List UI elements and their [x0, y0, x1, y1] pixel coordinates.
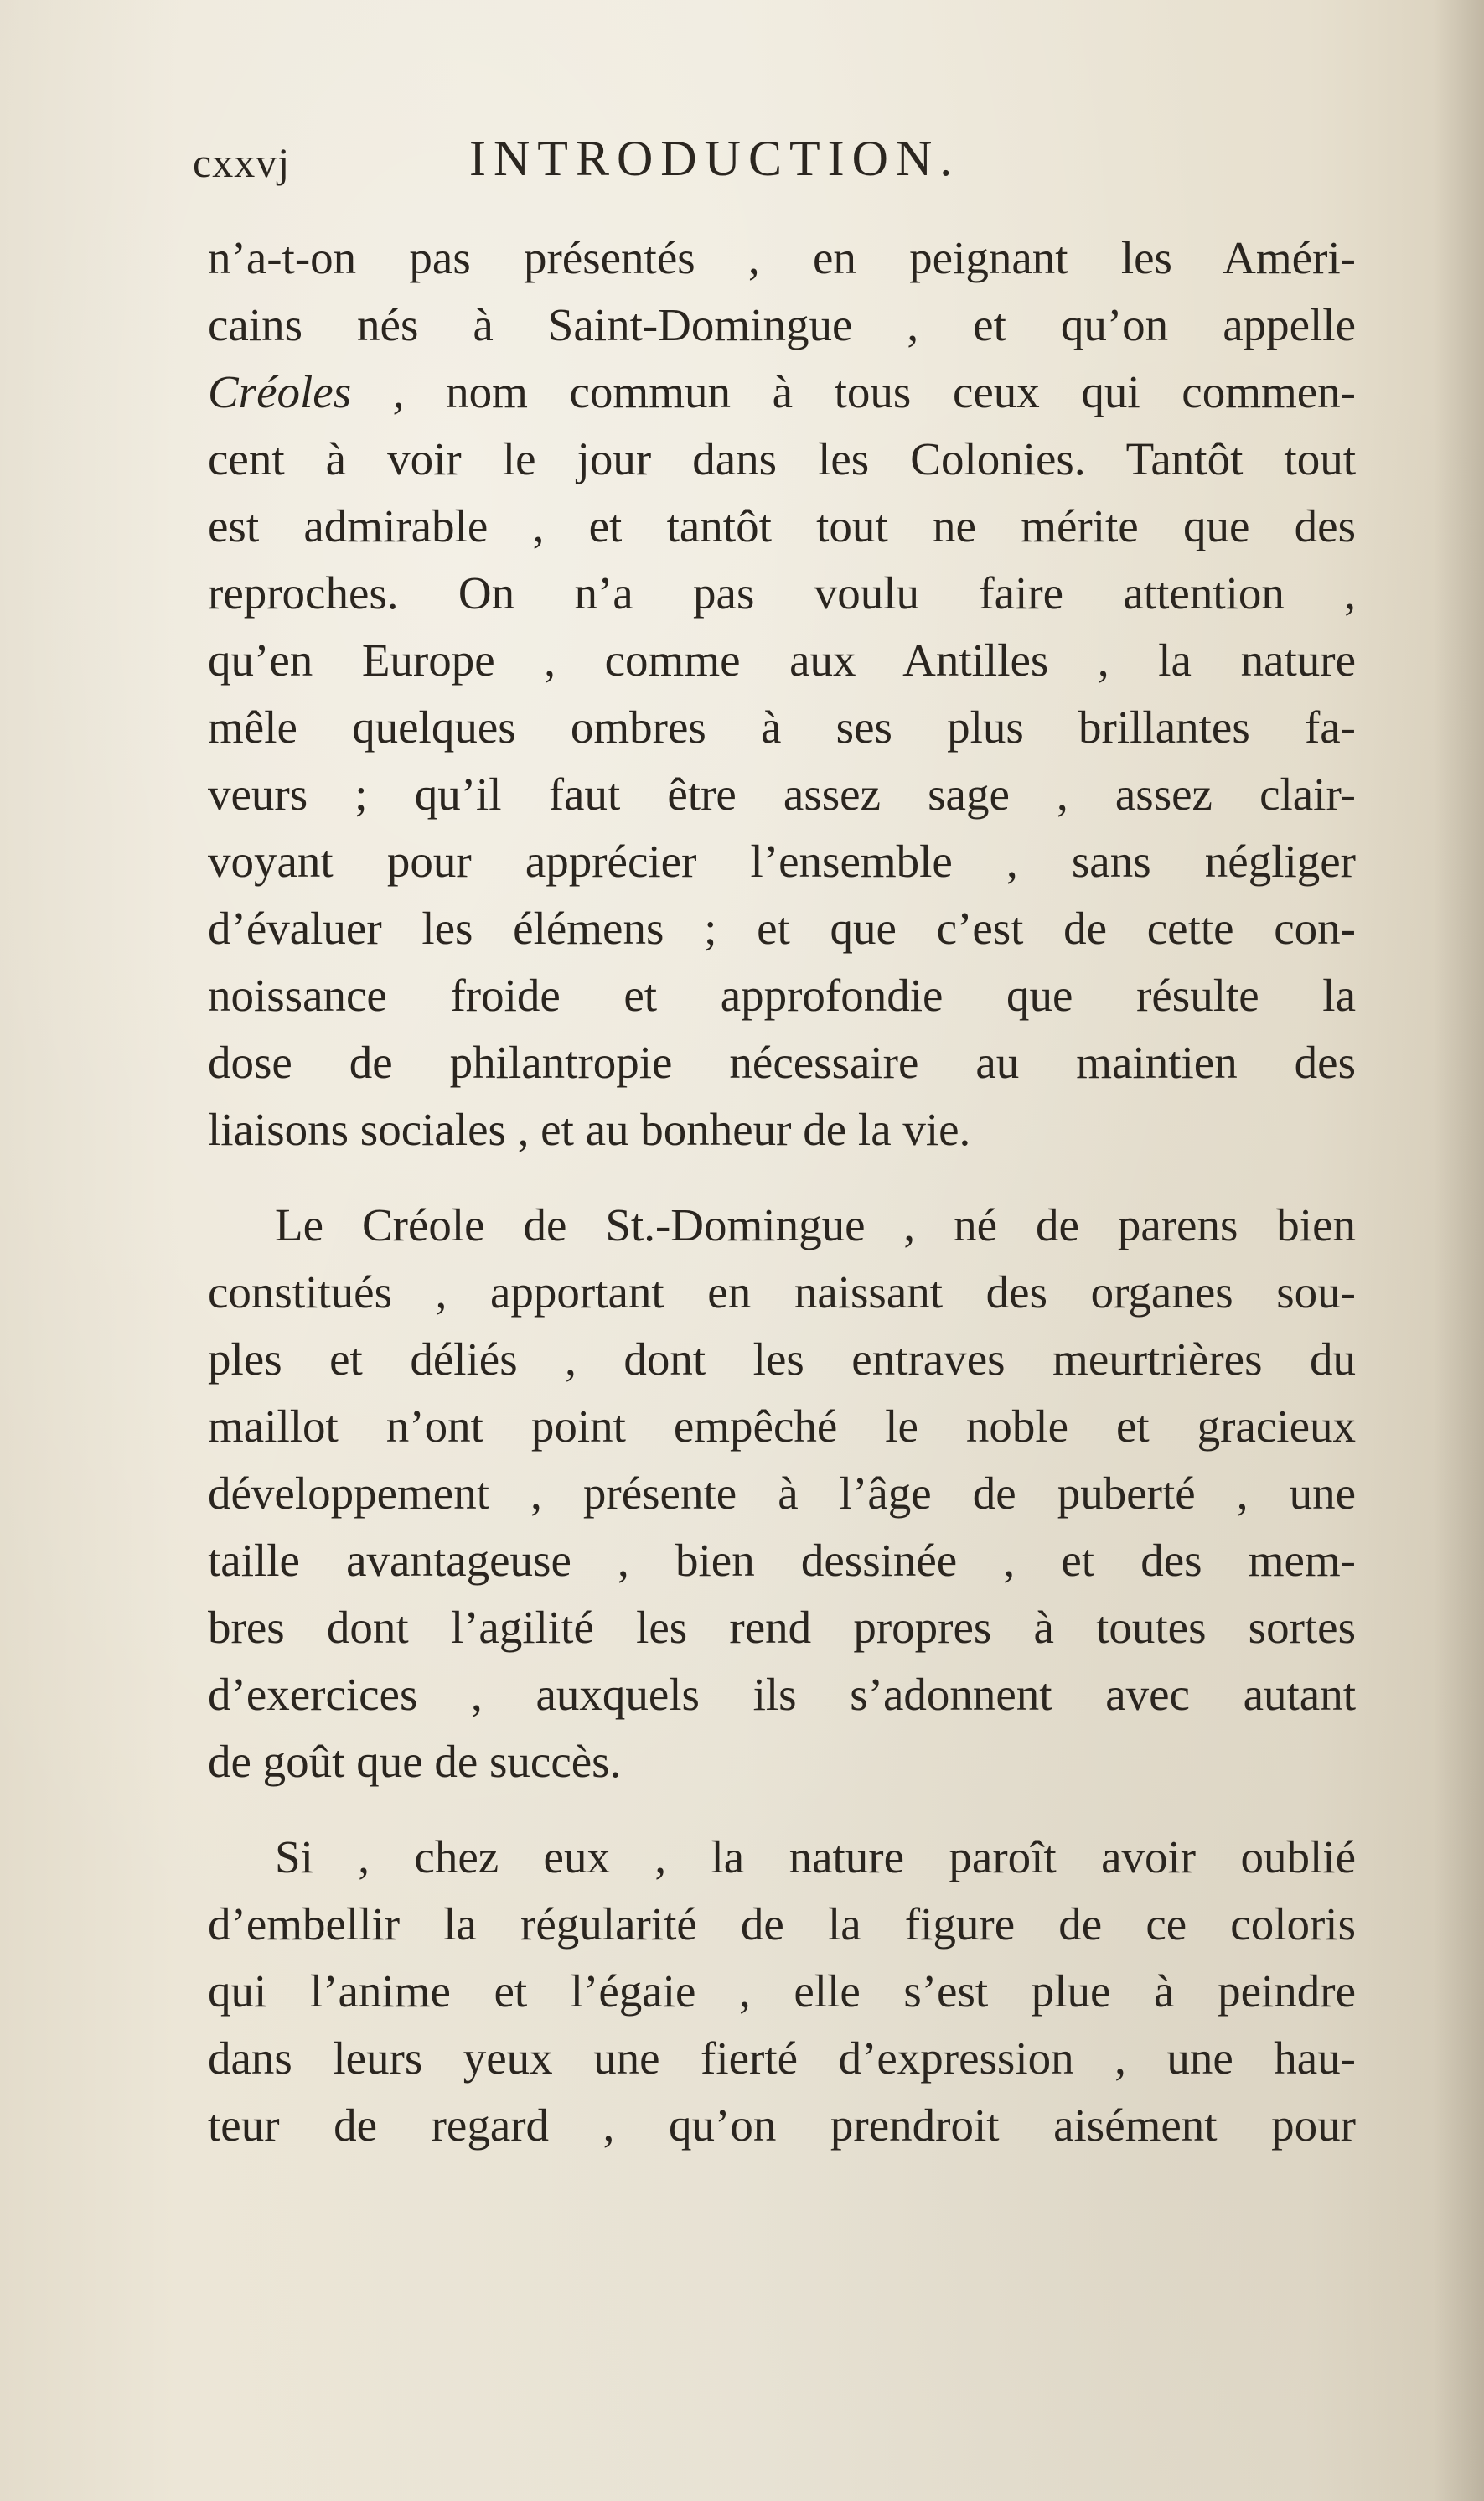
text-line: liaisons sociales , et au bonheur de la vie.: [208, 1104, 971, 1155]
text-line: noissance froide et approfondie que résulte la: [208, 970, 1356, 1021]
text-line: qui l’anime et l’égaie , elle s’est plue à peindre: [208, 1965, 1356, 2017]
text-line: maillot n’ont point empêché le noble et gracieux: [208, 1401, 1356, 1452]
text-line: n’a-t-on pas présentés , en peignant les Améri-: [208, 232, 1356, 283]
text-line: bres dont l’agilité les rend propres à toutes sortes: [208, 1602, 1356, 1653]
paragraph-gap: [208, 1163, 1356, 1192]
page-header: [193, 130, 1098, 197]
text-line: mêle quelques ombres à ses plus brillantes fa-: [208, 702, 1356, 753]
running-title: INTRODUCTION.: [469, 131, 960, 186]
page-number: cxxvj: [193, 139, 291, 186]
text-line: [208, 359, 1356, 426]
text-line: veurs ; qu’il faut être assez sage , assez clair-: [208, 769, 1356, 820]
text-line: est admirable , et tantôt tout ne mérite que des: [208, 500, 1356, 551]
page-edge-shadow: [1434, 0, 1484, 2501]
text-line: Si , chez eux , la nature paroît avoir oublié: [275, 1831, 1356, 1882]
text-line: teur de regard , qu’on prendroit aisément pour: [208, 2100, 1356, 2151]
text-line: dans leurs yeux une fierté d’expression , une hau-: [208, 2032, 1356, 2084]
text-line: Le Créole de St.-Domingue , né de parens bien: [275, 1199, 1356, 1250]
body-text: [208, 225, 1356, 2159]
text-line: dose de philantropie nécessaire au maintien des: [208, 1037, 1356, 1088]
text-line: d’embellir la régularité de la figure de ce coloris: [208, 1898, 1356, 1950]
paragraph-2: [208, 1192, 1356, 1795]
text-line: d’évaluer les élémens ; et que c’est de cette con-: [208, 903, 1356, 954]
text-line: de goût que de succès.: [208, 1736, 622, 1787]
text-line: cains nés à Saint-Domingue , et qu’on appelle: [208, 299, 1356, 350]
text-line: taille avantageuse , bien dessinée , et des mem-: [208, 1535, 1356, 1586]
text-line-rest: nom commun à tous ceux qui commen-: [446, 366, 1356, 417]
text-line: constitués , apportant en naissant des organes sou-: [208, 1266, 1356, 1318]
paragraph-1: [208, 225, 1356, 1163]
paragraph-gap: [208, 1795, 1356, 1824]
text-line: développement , présente à l’âge de puberté , une: [208, 1468, 1356, 1519]
text-line: cent à voir le jour dans les Colonies. Tantôt tout: [208, 433, 1356, 484]
text-line: d’exercices , auxquels ils s’adonnent avec autant: [208, 1669, 1356, 1720]
italic-term: Créoles ,: [208, 366, 405, 417]
text-line: ples et déliés , dont les entraves meurtrières du: [208, 1333, 1356, 1385]
text-line: reproches. On n’a pas voulu faire attention ,: [208, 567, 1356, 619]
text-line: qu’en Europe , comme aux Antilles , la nature: [208, 634, 1356, 686]
text-line: voyant pour apprécier l’ensemble , sans négliger: [208, 836, 1356, 887]
paragraph-3: [208, 1824, 1356, 2159]
